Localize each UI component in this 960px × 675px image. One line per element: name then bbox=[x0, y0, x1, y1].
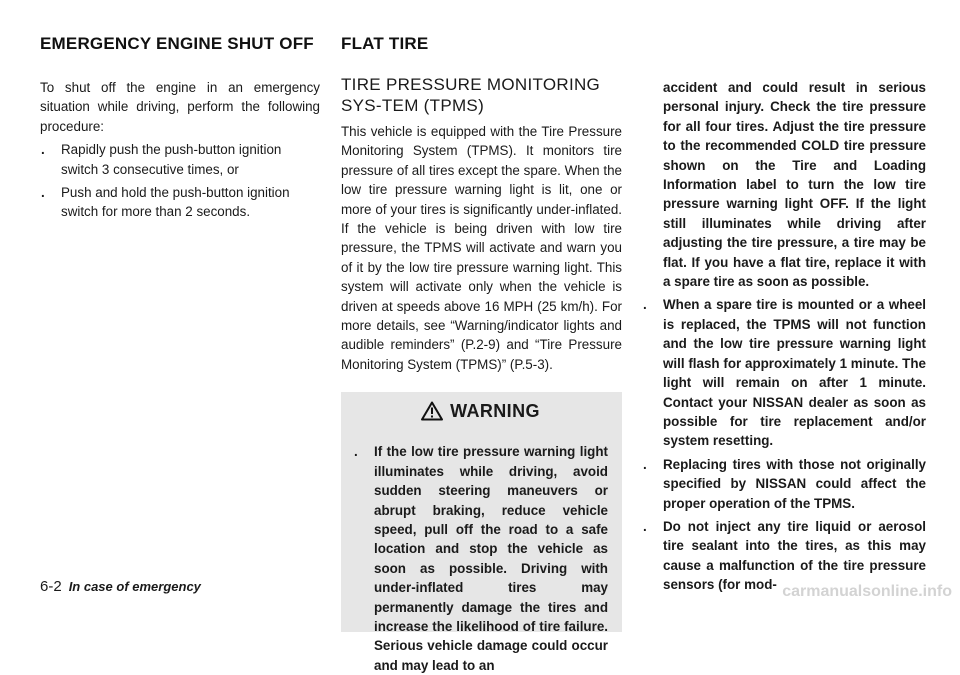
tpms-title: TIRE PRESSURE MONITORING SYS-TEM (TPMS) bbox=[341, 75, 601, 115]
warning-header bbox=[353, 392, 608, 430]
section-heading-flat-tire: FLAT TIRE bbox=[341, 34, 429, 53]
warning-item-1-continued: accident and could result in serious personal injury. Check the tire pressure for all four tires. Adjust the tire pressure to the recommended COLD tire pressure shown on the Tire and Loading Information label to turn the low tire pressure warning light OFF. If the light still illuminates while driving after adjusting the tire pressure, a tire may be flat. If you have a flat tire, replace it with a spare tire as soon as possible. bbox=[663, 80, 926, 290]
bullet-dot: . bbox=[643, 518, 647, 534]
footer-section-title: In case of emergency bbox=[68, 579, 201, 594]
tpms-body: This vehicle is equipped with the Tire Pressure Monitoring System (TPMS). It monitors tire pressure of all tires except the spare. When the low tire pressure warning light is lit, one or more of your tires is significantly under-inflated. If the vehicle is being driven with low tire pressure, the TPMS will activate and warn you of it by the low tire pressure warning light. This system will activate only when the vehicle is driven at speeds above 16 MPH (25 km/h). For more details, see “Warning/indicator lights and audible reminders” (P.2-9) and “Tire Pressure Monitoring System (TPMS)” (P.5-3). bbox=[341, 124, 622, 372]
shut-off-intro: To shut off the engine in an emergency situation while driving, perform the following procedure: bbox=[40, 80, 320, 134]
warning-triangle-icon bbox=[421, 401, 443, 421]
bullet-dot: . bbox=[354, 444, 358, 460]
warning-item-1: If the low tire pressure warning light illuminates while driving, avoid sudden steering maneuvers or abrupt braking, reduce vehicle speed, pull off the road to a safe location and stop the vehicle as soon as possible. Driving with under-inflated tires may permanently damage the tires and increase the likelihood of tire failure. Serious vehicle damage could occur and may lead to an bbox=[374, 444, 608, 673]
warning-item-4: Do not inject any tire liquid or aerosol tire sealant into the tires, as this may cause a malfunction of the tire pressure sensors (for mod- bbox=[663, 518, 926, 593]
list-item bbox=[642, 295, 926, 450]
warning-item-3: Replacing tires with those not originally specified by NISSAN could affect the proper operation of the TPMS. bbox=[663, 456, 926, 511]
bullet-dot: . bbox=[41, 185, 45, 201]
warning-box bbox=[341, 392, 622, 673]
bullet-dot: . bbox=[41, 142, 45, 158]
watermark: carmanualsonline.info bbox=[782, 583, 952, 600]
warning-label: WARNING bbox=[450, 400, 540, 421]
column-engine-shut-off bbox=[40, 78, 320, 222]
page-footer bbox=[40, 578, 201, 595]
bullet-dot: . bbox=[643, 297, 647, 313]
list-item bbox=[40, 183, 320, 222]
column-tpms bbox=[341, 74, 622, 673]
list-item bbox=[40, 140, 320, 179]
list-item bbox=[353, 442, 608, 675]
section-heading-engine-shut-off: EMERGENCY ENGINE SHUT OFF bbox=[40, 34, 314, 53]
bullet-dot: . bbox=[643, 456, 647, 472]
column-warning-continued bbox=[642, 78, 926, 595]
list-item bbox=[642, 455, 926, 513]
shut-off-step-1: Rapidly push the push-button ignition switch 3 consecutive times, or bbox=[61, 142, 282, 177]
warning-item-2: When a spare tire is mounted or a wheel is replaced, the TPMS will not function and the low tire pressure warning light will flash for approximately 1 minute. The light will remain on after 1 minute. Contact your NISSAN dealer as soon as possible for tire replacement and/or system resetting. bbox=[663, 297, 926, 449]
page-number: 6-2 bbox=[40, 578, 62, 595]
shut-off-step-2: Push and hold the push-button ignition switch for more than 2 seconds. bbox=[61, 185, 290, 220]
